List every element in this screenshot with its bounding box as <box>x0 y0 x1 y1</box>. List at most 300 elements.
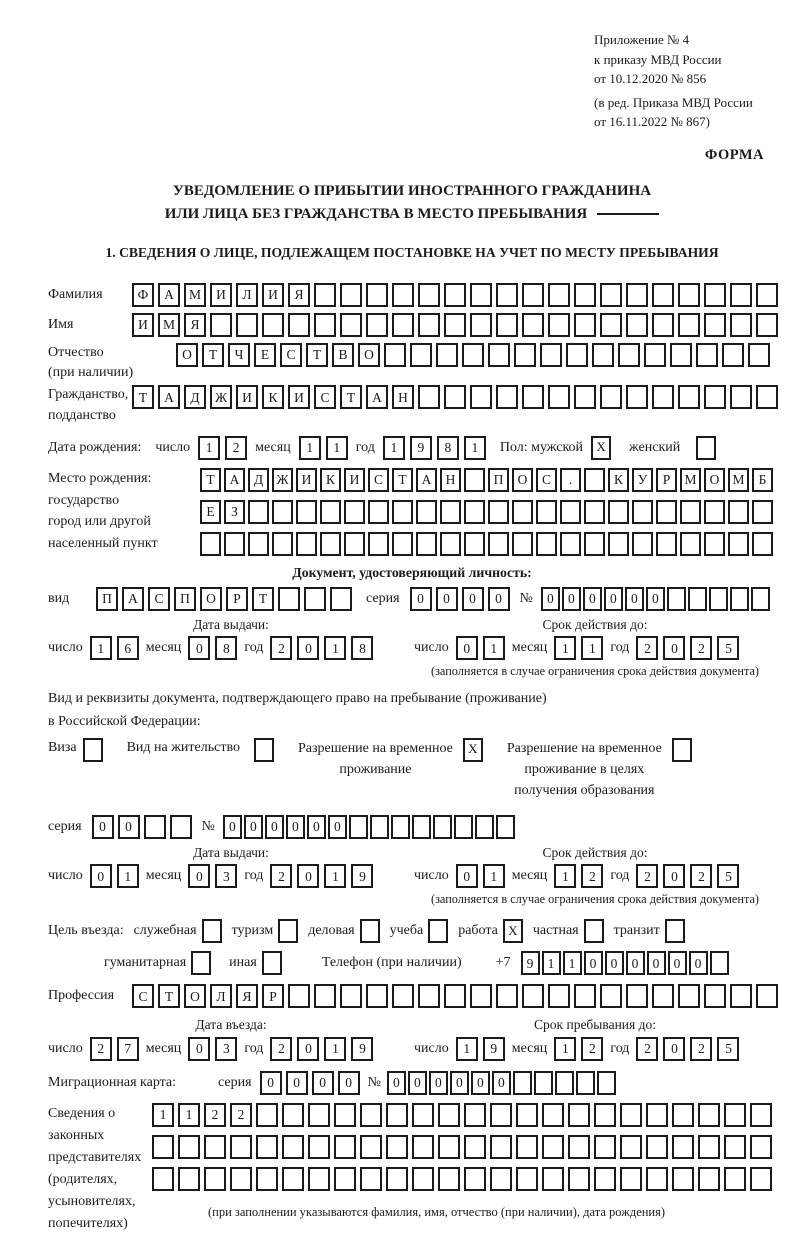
valid-note: (заполняется в случае ограничения срока действия документа) <box>430 664 760 679</box>
char-cell <box>412 1103 434 1127</box>
entry-year-cells <box>270 1037 373 1061</box>
char-cell: И <box>296 468 317 492</box>
checkbox-temp-residence: X <box>463 738 483 762</box>
char-cell <box>704 500 725 524</box>
char-cell <box>418 984 440 1008</box>
char-cell: Я <box>236 984 258 1008</box>
label-migration-series: серия <box>218 1074 252 1090</box>
char-cell <box>314 313 336 337</box>
char-cell: 0 <box>286 815 305 839</box>
char-cell <box>296 500 317 524</box>
char-cell <box>597 1071 616 1095</box>
char-cell: 0 <box>408 1071 427 1095</box>
char-cell <box>224 532 245 556</box>
stay-year-cells <box>636 1037 739 1061</box>
char-cell <box>464 1103 486 1127</box>
char-cell <box>516 1167 538 1191</box>
option-residence-permit: Вид на жительство <box>127 738 274 762</box>
birth-place-row3-cells <box>200 532 773 556</box>
char-cell <box>750 1103 772 1127</box>
char-cell: 1 <box>554 636 576 660</box>
char-cell <box>632 500 653 524</box>
char-cell <box>464 1135 486 1159</box>
char-cell <box>496 385 518 409</box>
birth-place-row1-cells <box>200 468 773 492</box>
char-cell: 0 <box>436 587 458 611</box>
char-cell <box>667 587 686 611</box>
appendix-line: к приказу МВД России <box>594 51 722 67</box>
char-cell <box>574 283 596 307</box>
char-cell <box>600 385 622 409</box>
doc-issue-date: число 1 6 месяц 0 8 год 2 0 1 8 <box>48 636 414 660</box>
char-cell: М <box>728 468 749 492</box>
label-birth-date: Дата рождения: <box>48 439 142 455</box>
label-doc-number: № <box>519 590 533 606</box>
char-cell: 0 <box>244 815 263 839</box>
char-cell <box>516 1103 538 1127</box>
char-cell: О <box>704 468 725 492</box>
char-cell <box>568 1103 590 1127</box>
char-cell <box>752 532 773 556</box>
char-cell <box>204 1135 226 1159</box>
char-cell: И <box>132 313 154 337</box>
char-cell <box>349 815 368 839</box>
char-cell <box>600 313 622 337</box>
char-cell <box>750 1135 772 1159</box>
char-cell: 1 <box>456 1037 478 1061</box>
char-cell: 0 <box>647 951 666 975</box>
char-cell <box>678 984 700 1008</box>
label-gender-male: Пол: мужской <box>499 439 584 455</box>
char-cell <box>314 984 336 1008</box>
char-cell: Б <box>752 468 773 492</box>
char-cell: 2 <box>690 1037 712 1061</box>
char-cell: 0 <box>286 1071 308 1095</box>
char-cell <box>496 313 518 337</box>
char-cell: 0 <box>260 1071 282 1095</box>
char-cell <box>392 984 414 1008</box>
char-cell <box>566 343 588 367</box>
char-cell: Т <box>252 587 274 611</box>
char-cell <box>340 313 362 337</box>
char-cell <box>440 532 461 556</box>
char-cell <box>360 1135 382 1159</box>
char-cell <box>200 532 221 556</box>
char-cell <box>704 385 726 409</box>
doc-issue-year-cells <box>270 636 373 660</box>
char-cell <box>392 283 414 307</box>
char-cell: П <box>174 587 196 611</box>
char-cell: 2 <box>270 1037 292 1061</box>
char-cell <box>282 1135 304 1159</box>
char-cell <box>262 313 284 337</box>
char-cell <box>730 283 752 307</box>
char-cell <box>730 313 752 337</box>
checkbox-temp-residence-education <box>672 738 692 762</box>
char-cell <box>410 343 432 367</box>
char-cell <box>412 1135 434 1159</box>
char-cell <box>516 1135 538 1159</box>
checkbox-purpose-work: X <box>503 919 523 943</box>
char-cell: 0 <box>297 864 319 888</box>
char-cell: М <box>680 468 701 492</box>
char-cell <box>513 1071 532 1095</box>
char-cell <box>496 815 515 839</box>
char-cell: 1 <box>383 436 405 460</box>
char-cell: В <box>332 343 354 367</box>
permit-series-cells <box>92 815 192 839</box>
char-cell: 2 <box>581 1037 603 1061</box>
char-cell <box>433 815 452 839</box>
char-cell: К <box>608 468 629 492</box>
char-cell <box>386 1135 408 1159</box>
char-cell: 6 <box>117 636 139 660</box>
char-cell <box>344 532 365 556</box>
char-cell: И <box>236 385 258 409</box>
char-cell: 1 <box>178 1103 200 1127</box>
appendix-line: от 10.12.2020 № 856 <box>594 71 707 86</box>
char-cell: 0 <box>410 587 432 611</box>
char-cell <box>724 1135 746 1159</box>
char-cell <box>540 343 562 367</box>
profession-cells <box>132 984 778 1008</box>
char-cell: 1 <box>464 436 486 460</box>
char-cell <box>256 1135 278 1159</box>
char-cell <box>412 1167 434 1191</box>
char-cell <box>272 532 293 556</box>
migration-series-cells <box>260 1071 360 1095</box>
char-cell <box>670 343 692 367</box>
char-cell <box>320 532 341 556</box>
char-cell: 2 <box>581 864 603 888</box>
char-cell <box>330 587 352 611</box>
char-cell <box>282 1167 304 1191</box>
permit-issue-year-cells <box>270 864 373 888</box>
char-cell <box>548 984 570 1008</box>
char-cell <box>620 1135 642 1159</box>
label-representatives: Сведения о законных представителях (родителях, усыновителях, попечителях) <box>48 1105 142 1232</box>
residence-intro-1: Вид и реквизиты документа, подтверждающего право на пребывание (проживание) <box>48 691 547 707</box>
char-cell <box>696 343 718 367</box>
char-cell <box>256 1103 278 1127</box>
char-cell <box>248 500 269 524</box>
char-cell: И <box>288 385 310 409</box>
char-cell <box>678 385 700 409</box>
char-cell: А <box>158 385 180 409</box>
char-cell: 0 <box>663 864 685 888</box>
char-cell <box>574 385 596 409</box>
char-cell <box>656 532 677 556</box>
doc-number-cells <box>541 587 770 611</box>
residence-intro-2: в Российской Федерации: <box>48 713 201 729</box>
char-cell <box>728 532 749 556</box>
char-cell: Ф <box>132 283 154 307</box>
char-cell <box>462 343 484 367</box>
char-cell <box>178 1135 200 1159</box>
label-migration-number: № <box>367 1074 381 1090</box>
char-cell: 0 <box>492 1071 511 1095</box>
char-cell: 0 <box>297 1037 319 1061</box>
birth-year-cells <box>383 436 486 460</box>
char-cell <box>152 1167 174 1191</box>
char-cell <box>470 984 492 1008</box>
permit-valid-month-cells <box>554 864 603 888</box>
doc-type-cells <box>96 587 352 611</box>
permit-issue-date: число 0 1 месяц 0 3 год 2 0 1 9 <box>48 864 414 888</box>
label-stay-until: Срок пребывания до: <box>534 1017 656 1033</box>
char-cell: 2 <box>636 864 658 888</box>
char-cell: 1 <box>324 636 346 660</box>
char-cell <box>730 984 752 1008</box>
char-cell <box>600 984 622 1008</box>
char-cell: 2 <box>636 636 658 660</box>
char-cell <box>444 984 466 1008</box>
char-cell <box>236 313 258 337</box>
char-cell <box>748 343 770 367</box>
phone-prefix: +7 <box>495 955 511 971</box>
char-cell <box>490 1135 512 1159</box>
char-cell <box>646 1103 668 1127</box>
char-cell <box>698 1103 720 1127</box>
stay-until-date: число 1 9 месяц 1 2 год 2 0 2 5 <box>414 1037 776 1061</box>
char-cell <box>438 1167 460 1191</box>
checkbox-purpose-tourism <box>278 919 298 943</box>
label-entry-date: Дата въезда: <box>195 1017 267 1033</box>
char-cell: 2 <box>230 1103 252 1127</box>
char-cell <box>144 815 166 839</box>
stay-day-cells <box>456 1037 505 1061</box>
char-cell: 0 <box>562 587 581 611</box>
label-month: месяц <box>255 439 291 455</box>
char-cell <box>438 1135 460 1159</box>
char-cell <box>416 532 437 556</box>
char-cell <box>366 313 388 337</box>
char-cell: 0 <box>338 1071 360 1095</box>
char-cell: 0 <box>307 815 326 839</box>
option-temp-residence: Разрешение на временное проживание X <box>298 738 483 780</box>
edition-line: (в ред. Приказа МВД России <box>594 94 753 110</box>
char-cell: 0 <box>663 636 685 660</box>
char-cell <box>272 500 293 524</box>
entry-day-cells <box>90 1037 139 1061</box>
char-cell: 1 <box>326 436 348 460</box>
char-cell: 1 <box>117 864 139 888</box>
permit-issue-month-cells <box>188 864 237 888</box>
char-cell <box>412 815 431 839</box>
char-cell <box>490 1103 512 1127</box>
char-cell: 0 <box>188 636 210 660</box>
char-cell <box>282 1103 304 1127</box>
char-cell: 0 <box>429 1071 448 1095</box>
checkbox-male: X <box>591 436 611 460</box>
char-cell: 1 <box>542 951 561 975</box>
label-surname: Фамилия <box>48 286 103 302</box>
char-cell <box>730 587 749 611</box>
given-name-cells <box>132 313 778 337</box>
representatives-note: (при заполнении указываются фамилия, имя, отчество (при наличии), дата рождения) <box>208 1204 666 1219</box>
char-cell <box>724 1103 746 1127</box>
char-cell: 9 <box>521 951 540 975</box>
char-cell: И <box>344 468 365 492</box>
char-cell <box>522 313 544 337</box>
label-valid-until: Срок действия до: <box>542 616 648 632</box>
migration-number-cells <box>387 1071 616 1095</box>
char-cell <box>320 500 341 524</box>
char-cell <box>152 1135 174 1159</box>
label-permit-valid-until: Срок действия до: <box>542 844 648 860</box>
char-cell <box>454 815 473 839</box>
char-cell <box>391 815 410 839</box>
char-cell <box>496 283 518 307</box>
char-cell: 0 <box>605 951 624 975</box>
char-cell: 0 <box>583 587 602 611</box>
char-cell <box>652 283 674 307</box>
permit-valid-note: (заполняется в случае ограничения срока действия документа) <box>430 892 760 907</box>
char-cell: 0 <box>471 1071 490 1095</box>
patronymic-cells <box>176 343 770 367</box>
doc-valid-until: число 0 1 месяц 1 1 год 2 0 2 5 <box>414 636 776 660</box>
permit-valid-until: число 0 1 месяц 1 2 год 2 0 2 5 <box>414 864 776 888</box>
char-cell: 9 <box>351 1037 373 1061</box>
char-cell <box>560 500 581 524</box>
char-cell <box>626 385 648 409</box>
char-cell <box>592 343 614 367</box>
char-cell <box>204 1167 226 1191</box>
label-given-name: Имя <box>48 316 74 332</box>
doc-issue-month-cells <box>188 636 237 660</box>
char-cell: 0 <box>646 587 665 611</box>
char-cell: 0 <box>584 951 603 975</box>
char-cell <box>488 532 509 556</box>
char-cell <box>678 283 700 307</box>
char-cell <box>488 343 510 367</box>
char-cell: 0 <box>188 1037 210 1061</box>
char-cell: 1 <box>324 1037 346 1061</box>
char-cell: 1 <box>554 864 576 888</box>
stay-month-cells <box>554 1037 603 1061</box>
char-cell <box>728 500 749 524</box>
char-cell: 2 <box>690 864 712 888</box>
char-cell <box>536 532 557 556</box>
blank-underline <box>597 213 659 215</box>
option-temp-residence-education: Разрешение на временное проживание в целях получения образования <box>507 738 692 801</box>
char-cell: 0 <box>462 587 484 611</box>
identity-doc-title: Документ, удостоверяющий личность: <box>292 564 532 580</box>
char-cell: А <box>224 468 245 492</box>
label-purpose: Цель въезда: <box>48 923 124 939</box>
char-cell <box>418 313 440 337</box>
char-cell: К <box>262 385 284 409</box>
char-cell: 1 <box>90 636 112 660</box>
char-cell <box>308 1167 330 1191</box>
char-cell <box>672 1135 694 1159</box>
char-cell <box>680 500 701 524</box>
char-cell: С <box>132 984 154 1008</box>
char-cell <box>574 984 596 1008</box>
char-cell <box>464 1167 486 1191</box>
char-cell: Т <box>202 343 224 367</box>
char-cell <box>704 313 726 337</box>
char-cell <box>672 1103 694 1127</box>
char-cell <box>656 500 677 524</box>
citizenship-cells <box>132 385 778 409</box>
char-cell <box>360 1167 382 1191</box>
char-cell <box>210 313 232 337</box>
char-cell <box>470 313 492 337</box>
char-cell: 8 <box>351 636 373 660</box>
char-cell <box>308 1103 330 1127</box>
char-cell <box>440 500 461 524</box>
char-cell <box>392 313 414 337</box>
char-cell <box>418 385 440 409</box>
char-cell <box>709 587 728 611</box>
char-cell: 5 <box>717 636 739 660</box>
checkbox-visa <box>83 738 103 762</box>
char-cell: 0 <box>456 864 478 888</box>
char-cell <box>438 1103 460 1127</box>
entry-date: число 2 7 месяц 0 3 год 2 0 1 9 <box>48 1037 414 1061</box>
char-cell: Я <box>288 283 310 307</box>
char-cell: Е <box>254 343 276 367</box>
char-cell: С <box>368 468 389 492</box>
char-cell <box>626 313 648 337</box>
checkbox-purpose-business <box>360 919 380 943</box>
label-permit-issue-date: Дата выдачи: <box>193 844 269 860</box>
char-cell <box>584 532 605 556</box>
permit-issue-day-cells <box>90 864 139 888</box>
char-cell <box>756 984 778 1008</box>
char-cell <box>722 343 744 367</box>
char-cell <box>470 385 492 409</box>
char-cell: Р <box>262 984 284 1008</box>
label-issue-date: Дата выдачи: <box>193 616 269 632</box>
char-cell: С <box>536 468 557 492</box>
char-cell: 0 <box>328 815 347 839</box>
char-cell <box>594 1167 616 1191</box>
char-cell <box>392 532 413 556</box>
doc-series-cells <box>410 587 510 611</box>
char-cell <box>626 984 648 1008</box>
char-cell <box>568 1135 590 1159</box>
appendix-block <box>594 30 800 132</box>
char-cell <box>652 313 674 337</box>
char-cell: 1 <box>299 436 321 460</box>
char-cell <box>672 1167 694 1191</box>
char-cell <box>386 1167 408 1191</box>
char-cell: И <box>210 283 232 307</box>
char-cell <box>756 283 778 307</box>
birth-month-cells <box>299 436 348 460</box>
char-cell <box>646 1135 668 1159</box>
label-gender-female: женский <box>629 439 681 455</box>
char-cell: 0 <box>90 864 112 888</box>
page-title: УВЕДОМЛЕНИЕ О ПРИБЫТИИ ИНОСТРАННОГО ГРАЖДАНИНА ИЛИ ЛИЦА БЕЗ ГРАЖДАНСТВА В МЕСТО ПРЕБЫВАНИЯ <box>48 180 776 227</box>
char-cell <box>308 1135 330 1159</box>
char-cell: А <box>158 283 180 307</box>
char-cell <box>304 587 326 611</box>
char-cell <box>418 283 440 307</box>
char-cell <box>464 532 485 556</box>
char-cell: 0 <box>188 864 210 888</box>
char-cell <box>444 385 466 409</box>
char-cell: 2 <box>90 1037 112 1061</box>
char-cell <box>278 587 300 611</box>
char-cell <box>618 343 640 367</box>
char-cell <box>704 532 725 556</box>
birth-place-row2-cells <box>200 500 773 524</box>
char-cell <box>620 1167 642 1191</box>
char-cell: Ч <box>228 343 250 367</box>
